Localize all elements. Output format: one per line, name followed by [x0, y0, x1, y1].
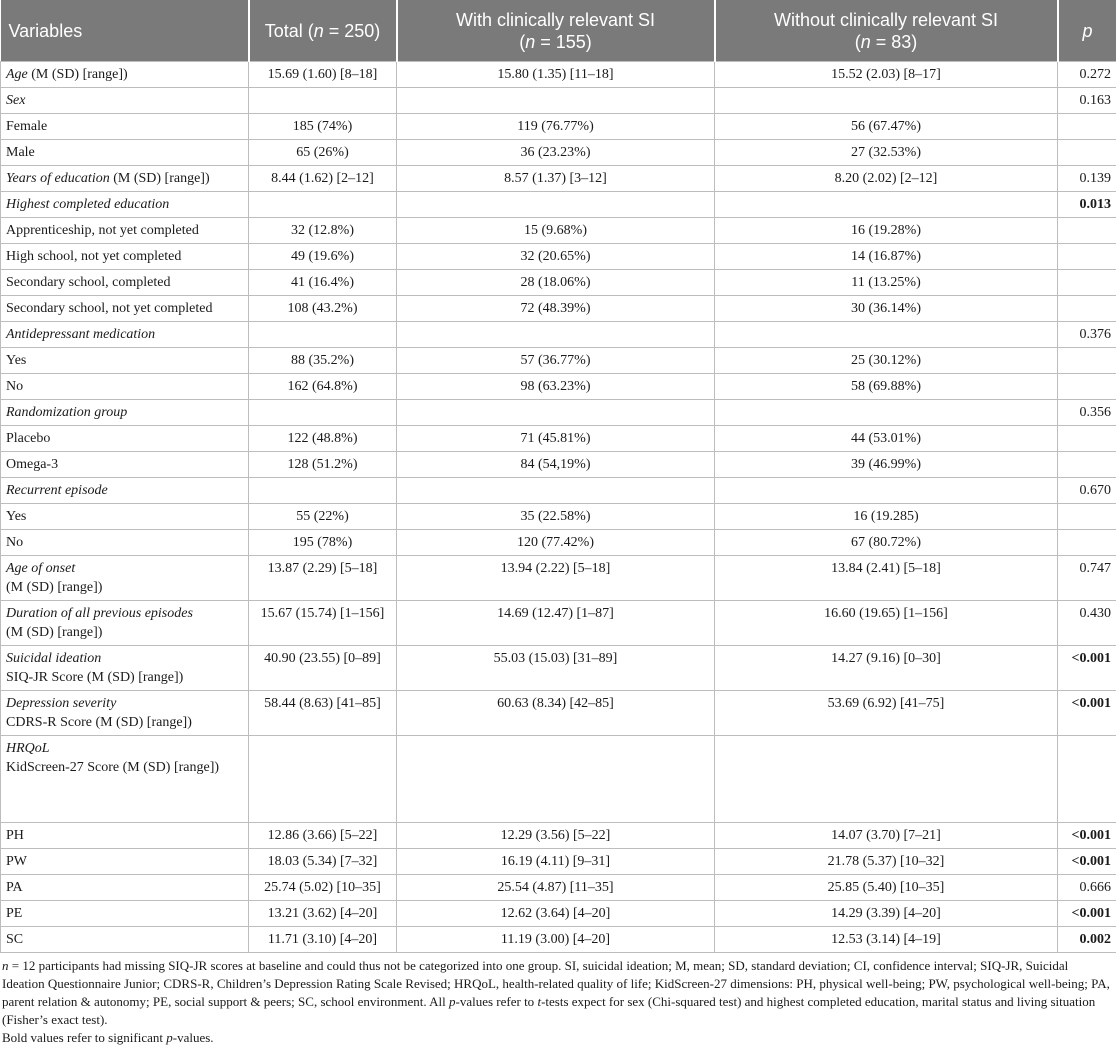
row-label: HRQoL KidScreen-27 Score (M (SD) [range])	[1, 736, 249, 823]
cell-total: 49 (19.6%)	[249, 244, 397, 270]
table-row	[1, 823, 1116, 849]
cell-p: <0.001	[1058, 849, 1116, 875]
cell-total: 18.03 (5.34) [7–32]	[249, 849, 397, 875]
cell-with: 15.80 (1.35) [11–18]	[397, 62, 715, 88]
cell-p: 0.670	[1058, 478, 1116, 504]
row-label: Duration of all previous episodes (M (SD) [range])	[1, 601, 249, 646]
table-row	[1, 270, 1116, 296]
cell-without: 14 (16.87%)	[715, 244, 1058, 270]
table-row	[1, 88, 1116, 114]
cell-without	[715, 322, 1058, 348]
cell-with: 12.29 (3.56) [5–22]	[397, 823, 715, 849]
table-row	[1, 601, 1116, 646]
cell-without: 39 (46.99%)	[715, 452, 1058, 478]
table-row	[1, 166, 1116, 192]
cell-with: 55.03 (15.03) [31–89]	[397, 646, 715, 691]
cell-p: <0.001	[1058, 691, 1116, 736]
cell-p	[1058, 296, 1116, 322]
cell-with: 13.94 (2.22) [5–18]	[397, 556, 715, 601]
cell-with	[397, 88, 715, 114]
cell-without: 30 (36.14%)	[715, 296, 1058, 322]
cell-p: 0.356	[1058, 400, 1116, 426]
cell-without: 16.60 (19.65) [1–156]	[715, 601, 1058, 646]
cell-without: 8.20 (2.02) [2–12]	[715, 166, 1058, 192]
cell-total	[249, 322, 397, 348]
cell-total: 41 (16.4%)	[249, 270, 397, 296]
table-row	[1, 646, 1116, 691]
table-row	[1, 927, 1116, 953]
table-row	[1, 348, 1116, 374]
cell-without: 27 (32.53%)	[715, 140, 1058, 166]
cell-with: 98 (63.23%)	[397, 374, 715, 400]
row-label: Secondary school, not yet completed	[1, 296, 249, 322]
cell-with: 120 (77.42%)	[397, 530, 715, 556]
row-label: PW	[1, 849, 249, 875]
row-label: No	[1, 530, 249, 556]
table-row	[1, 140, 1116, 166]
cell-with: 16.19 (4.11) [9–31]	[397, 849, 715, 875]
cell-without: 14.29 (3.39) [4–20]	[715, 901, 1058, 927]
cell-total: 185 (74%)	[249, 114, 397, 140]
cell-p: 0.139	[1058, 166, 1116, 192]
cell-with: 36 (23.23%)	[397, 140, 715, 166]
cell-total: 32 (12.8%)	[249, 218, 397, 244]
table-row	[1, 530, 1116, 556]
row-label: Randomization group	[1, 400, 249, 426]
cell-total: 13.87 (2.29) [5–18]	[249, 556, 397, 601]
row-label: Sex	[1, 88, 249, 114]
row-label: Secondary school, completed	[1, 270, 249, 296]
table-row	[1, 400, 1116, 426]
cell-p	[1058, 244, 1116, 270]
cell-p	[1058, 140, 1116, 166]
cell-p: 0.163	[1058, 88, 1116, 114]
cell-total: 15.69 (1.60) [8–18]	[249, 62, 397, 88]
cell-p	[1058, 452, 1116, 478]
cell-with: 84 (54,19%)	[397, 452, 715, 478]
cell-total: 40.90 (23.55) [0–89]	[249, 646, 397, 691]
cell-with: 11.19 (3.00) [4–20]	[397, 927, 715, 953]
table-row	[1, 296, 1116, 322]
cell-with: 12.62 (3.64) [4–20]	[397, 901, 715, 927]
cell-with: 72 (48.39%)	[397, 296, 715, 322]
cell-with: 8.57 (1.37) [3–12]	[397, 166, 715, 192]
row-label: Yes	[1, 504, 249, 530]
cell-p: <0.001	[1058, 646, 1116, 691]
cell-with: 57 (36.77%)	[397, 348, 715, 374]
cell-without: 14.27 (9.16) [0–30]	[715, 646, 1058, 691]
cell-with: 35 (22.58%)	[397, 504, 715, 530]
cell-p	[1058, 218, 1116, 244]
cell-without	[715, 736, 1058, 823]
row-label: Depression severity CDRS-R Score (M (SD) [range])	[1, 691, 249, 736]
table-row	[1, 736, 1116, 823]
table-row	[1, 901, 1116, 927]
cell-total: 195 (78%)	[249, 530, 397, 556]
cell-total	[249, 88, 397, 114]
cell-p	[1058, 270, 1116, 296]
cell-without: 16 (19.285)	[715, 504, 1058, 530]
table-row	[1, 218, 1116, 244]
cell-total	[249, 478, 397, 504]
row-label: Female	[1, 114, 249, 140]
row-label: High school, not yet completed	[1, 244, 249, 270]
row-label: Suicidal ideation SIQ-JR Score (M (SD) [range])	[1, 646, 249, 691]
cell-without: 25 (30.12%)	[715, 348, 1058, 374]
table-row	[1, 322, 1116, 348]
cell-total	[249, 736, 397, 823]
cell-with	[397, 192, 715, 218]
cell-p	[1058, 114, 1116, 140]
table-row	[1, 426, 1116, 452]
header-with-si: With clinically relevant SI (n = 155)	[397, 0, 715, 62]
cell-with	[397, 736, 715, 823]
row-label: PH	[1, 823, 249, 849]
cell-p: 0.430	[1058, 601, 1116, 646]
cell-without: 13.84 (2.41) [5–18]	[715, 556, 1058, 601]
cell-with: 25.54 (4.87) [11–35]	[397, 875, 715, 901]
cell-p: 0.272	[1058, 62, 1116, 88]
header-variables: Variables	[1, 0, 249, 62]
row-label: Years of education (M (SD) [range])	[1, 166, 249, 192]
cell-with	[397, 322, 715, 348]
cell-total: 58.44 (8.63) [41–85]	[249, 691, 397, 736]
cell-without: 53.69 (6.92) [41–75]	[715, 691, 1058, 736]
cell-without	[715, 192, 1058, 218]
cell-p: <0.001	[1058, 901, 1116, 927]
cell-total: 13.21 (3.62) [4–20]	[249, 901, 397, 927]
cell-without: 67 (80.72%)	[715, 530, 1058, 556]
table-row	[1, 556, 1116, 601]
cell-with: 15 (9.68%)	[397, 218, 715, 244]
header-without-si: Without clinically relevant SI (n = 83)	[715, 0, 1058, 62]
table-row	[1, 849, 1116, 875]
cell-total: 122 (48.8%)	[249, 426, 397, 452]
table-row	[1, 452, 1116, 478]
cell-p: 0.002	[1058, 927, 1116, 953]
table-row	[1, 244, 1116, 270]
table-row	[1, 691, 1116, 736]
row-label: PA	[1, 875, 249, 901]
table-row	[1, 374, 1116, 400]
row-label: Age (M (SD) [range])	[1, 62, 249, 88]
table-header-row	[1, 0, 1116, 62]
table-row	[1, 478, 1116, 504]
cell-total	[249, 400, 397, 426]
row-label: PE	[1, 901, 249, 927]
row-label: Age of onset (M (SD) [range])	[1, 556, 249, 601]
table-row	[1, 62, 1116, 88]
row-label: Male	[1, 140, 249, 166]
cell-total: 128 (51.2%)	[249, 452, 397, 478]
cell-total: 108 (43.2%)	[249, 296, 397, 322]
cell-p	[1058, 426, 1116, 452]
cell-without: 11 (13.25%)	[715, 270, 1058, 296]
bold-values-note: Bold values refer to significant p-values.	[0, 1029, 1116, 1047]
row-label: Antidepressant medication	[1, 322, 249, 348]
cell-p: 0.376	[1058, 322, 1116, 348]
cell-with: 119 (76.77%)	[397, 114, 715, 140]
table-row	[1, 114, 1116, 140]
row-label: Highest completed education	[1, 192, 249, 218]
cell-without: 15.52 (2.03) [8–17]	[715, 62, 1058, 88]
row-label: Apprenticeship, not yet completed	[1, 218, 249, 244]
cell-total: 162 (64.8%)	[249, 374, 397, 400]
cell-without: 25.85 (5.40) [10–35]	[715, 875, 1058, 901]
cell-with: 14.69 (12.47) [1–87]	[397, 601, 715, 646]
cell-without	[715, 400, 1058, 426]
row-label: Omega-3	[1, 452, 249, 478]
cell-total: 11.71 (3.10) [4–20]	[249, 927, 397, 953]
cell-p: 0.666	[1058, 875, 1116, 901]
row-label: Yes	[1, 348, 249, 374]
cell-without: 16 (19.28%)	[715, 218, 1058, 244]
table-footnote: n = 12 participants had missing SIQ-JR scores at baseline and could thus not be categorized into one group. SI, suicidal ideation; M, mean; SD, standard deviation; CI, confidence interval; SIQ-JR, Suicidal Ideation Questionnaire Junior; CDRS-R, Children’s Depression Rating Scale Revised; HRQoL, health-related quality of life; KidScreen-27 dimensions: PH, physical well-being; PW, psychological well-being; PA, parent relation & autonomy; PE, social support & peers; SC, school environment. All p-values refer to t-tests expect for sex (Chi-squared test) and highest completed education, marital status and living situation (Fisher’s exact test).	[0, 953, 1116, 1029]
row-label: SC	[1, 927, 249, 953]
cell-total: 15.67 (15.74) [1–156]	[249, 601, 397, 646]
cell-total: 25.74 (5.02) [10–35]	[249, 875, 397, 901]
cell-without: 44 (53.01%)	[715, 426, 1058, 452]
cell-without: 14.07 (3.70) [7–21]	[715, 823, 1058, 849]
cell-p	[1058, 374, 1116, 400]
cell-with: 28 (18.06%)	[397, 270, 715, 296]
table-row	[1, 875, 1116, 901]
cell-with	[397, 478, 715, 504]
header-total: Total (n = 250)	[249, 0, 397, 62]
cell-total: 65 (26%)	[249, 140, 397, 166]
cell-without: 21.78 (5.37) [10–32]	[715, 849, 1058, 875]
cell-with: 71 (45.81%)	[397, 426, 715, 452]
cell-with: 32 (20.65%)	[397, 244, 715, 270]
row-label: No	[1, 374, 249, 400]
table-row	[1, 504, 1116, 530]
cell-p: 0.013	[1058, 192, 1116, 218]
cell-p: <0.001	[1058, 823, 1116, 849]
cell-without	[715, 88, 1058, 114]
cell-total: 55 (22%)	[249, 504, 397, 530]
cell-total: 12.86 (3.66) [5–22]	[249, 823, 397, 849]
cell-p	[1058, 348, 1116, 374]
cell-without: 58 (69.88%)	[715, 374, 1058, 400]
cell-without: 12.53 (3.14) [4–19]	[715, 927, 1058, 953]
cell-p	[1058, 530, 1116, 556]
table-row	[1, 192, 1116, 218]
cell-without	[715, 478, 1058, 504]
header-p: p	[1058, 0, 1116, 62]
cell-p	[1058, 736, 1116, 823]
cell-p: 0.747	[1058, 556, 1116, 601]
cell-without: 56 (67.47%)	[715, 114, 1058, 140]
cell-with	[397, 400, 715, 426]
row-label: Recurrent episode	[1, 478, 249, 504]
cell-total	[249, 192, 397, 218]
cell-p	[1058, 504, 1116, 530]
row-label: Placebo	[1, 426, 249, 452]
cell-total: 88 (35.2%)	[249, 348, 397, 374]
cell-total: 8.44 (1.62) [2–12]	[249, 166, 397, 192]
cell-with: 60.63 (8.34) [42–85]	[397, 691, 715, 736]
